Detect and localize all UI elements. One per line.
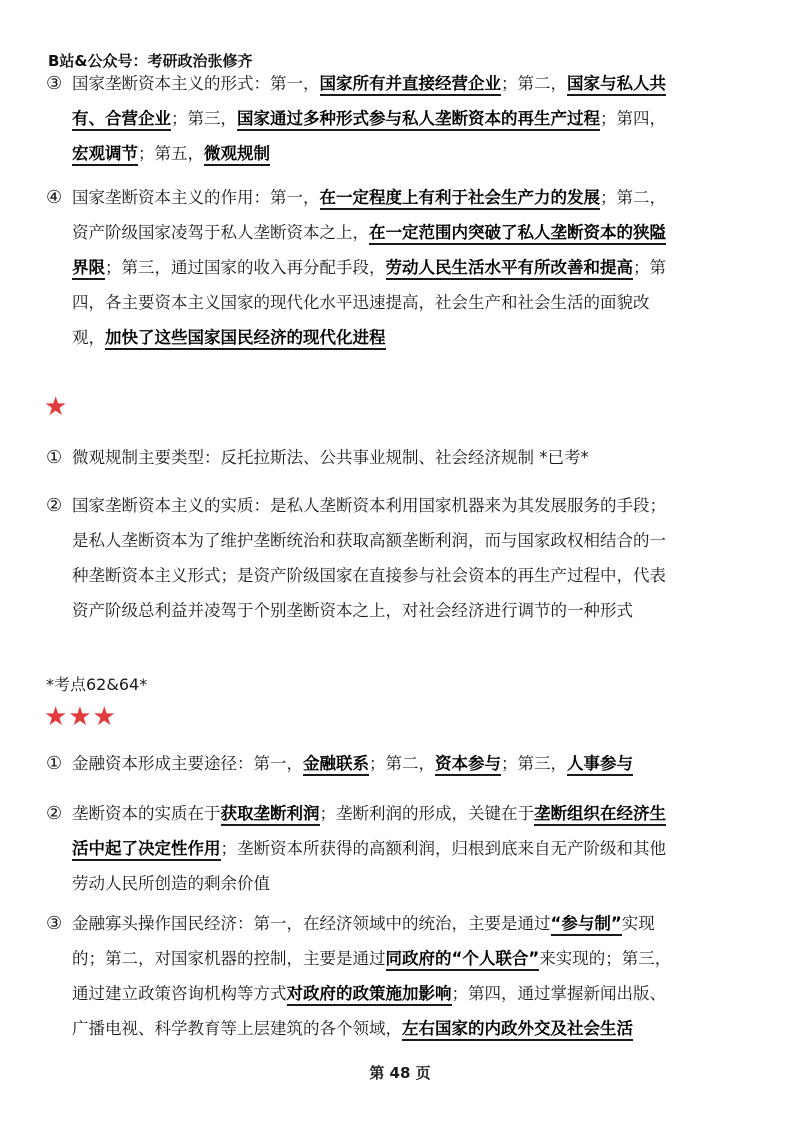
highlight-text: 金融联系	[303, 754, 369, 776]
essence-paragraph: ② 国家垄断资本主义的实质：是私人垄断资本利用国家机器来为其发展服务的手段； 是私人垄断资本为了维护垄断统治和获取高额垄断利润，而与国家政权相结合的一 种垄断资本主义形式；是资产阶级国家在直接参与社会资本的再生产过程中，代表 资产阶级总利益并凌驾于个别垄断资本之上，对社会经济进行调节的一种形式	[46, 488, 758, 628]
item-number: ①	[46, 447, 63, 468]
star-rating-one: ★	[44, 392, 69, 422]
form-paragraph: ③ 国家垄断资本主义的形式：第一，国家所有并直接经营企业；第二，国家与私人共 有、合营企业；第三，国家通过多种形式参与私人垄断资本的再生产过程；第四， 宏观调节；第五，微观规制	[46, 66, 758, 171]
highlight-text: 国家与私人共	[567, 74, 666, 96]
item-number: ②	[46, 495, 63, 516]
item-number: ②	[46, 803, 63, 824]
highlight-text: 垄断组织在经济生	[534, 804, 666, 826]
item-number: ④	[46, 187, 63, 208]
exam-point-label: *考点62&64*	[46, 675, 148, 694]
item-number: ①	[46, 753, 63, 774]
highlight-text: 加快了这些国家国民经济的现代化进程	[105, 328, 386, 350]
star-rating-three: ★★★	[44, 702, 117, 732]
highlight-text: 资本参与	[435, 754, 501, 776]
highlight-text: 国家通过多种形式参与私人垄断资本的再生产过程	[237, 109, 600, 131]
highlight-text: 国家所有并直接经营企业	[320, 74, 502, 96]
highlight-text: 宏观调节	[72, 144, 138, 166]
monopoly-essence-paragraph: ② 垄断资本的实质在于获取垄断利润；垄断利润的形成，关键在于垄断组织在经济生 活中起了决定性作用；垄断资本所获得的高额利润，归根到底来自无产阶级和其他 劳动人民所创造的剩余价值	[46, 796, 758, 901]
item-number: ③	[46, 73, 63, 94]
highlight-text: 在一定程度上有利于社会生产力的发展	[320, 188, 601, 210]
page-number: 第 48 页	[369, 1064, 431, 1082]
highlight-text: 获取垄断利润	[221, 804, 320, 826]
highlight-text: 对政府的政策施加影响	[287, 984, 452, 1006]
item-number: ③	[46, 913, 63, 934]
highlight-text: 在一定范围内突破了私人垄断资本的狭隘	[369, 223, 666, 245]
regulation-types-paragraph: ① 微观规制主要类型：反托拉斯法、公共事业规制、社会经济规制 *已考*	[46, 440, 758, 475]
highlight-text: 界限	[72, 258, 105, 280]
highlight-text: 有、合营企业	[72, 109, 171, 131]
highlight-text: 微观规制	[204, 144, 270, 166]
header-source: B站&公众号：考研政治张修齐	[48, 52, 253, 70]
effect-paragraph: ④ 国家垄断资本主义的作用：第一，在一定程度上有利于社会生产力的发展；第二， 资产阶级国家凌驾于私人垄断资本之上，在一定范围内突破了私人垄断资本的狭隘 界限；第三，通过国家的收入再分配手段，劳动人民生活水平有所改善和提高；第 四，各主要资本主义国家的现代化水平迅速提高，社会生产和社会生活的面貌改 观，加快了这些国家国民经济的现代化进程	[46, 180, 758, 355]
highlight-text: “参与制”	[551, 914, 622, 936]
finance-capital-paragraph: ① 金融资本形成主要途径：第一，金融联系；第二，资本参与；第三，人事参与	[46, 746, 758, 781]
oligarchy-paragraph: ③ 金融寡头操作国民经济：第一，在经济领域中的统治，主要是通过“参与制”实现 的；第二，对国家机器的控制，主要是通过同政府的“个人联合”来实现的；第三， 通过建立政策咨询机构等方式对政府的政策施加影响；第四，通过掌握新闻出版、 广播电视、科学教育等上层建筑的各个领域，左右国家的内政外交及社会生活	[46, 906, 758, 1046]
highlight-text: 活中起了决定性作用	[72, 839, 221, 861]
highlight-text: 左右国家的内政外交及社会生活	[402, 1019, 633, 1041]
highlight-text: 同政府的“个人联合”	[386, 949, 540, 971]
highlight-text: 劳动人民生活水平有所改善和提高	[386, 258, 634, 280]
highlight-text: 人事参与	[567, 754, 633, 776]
